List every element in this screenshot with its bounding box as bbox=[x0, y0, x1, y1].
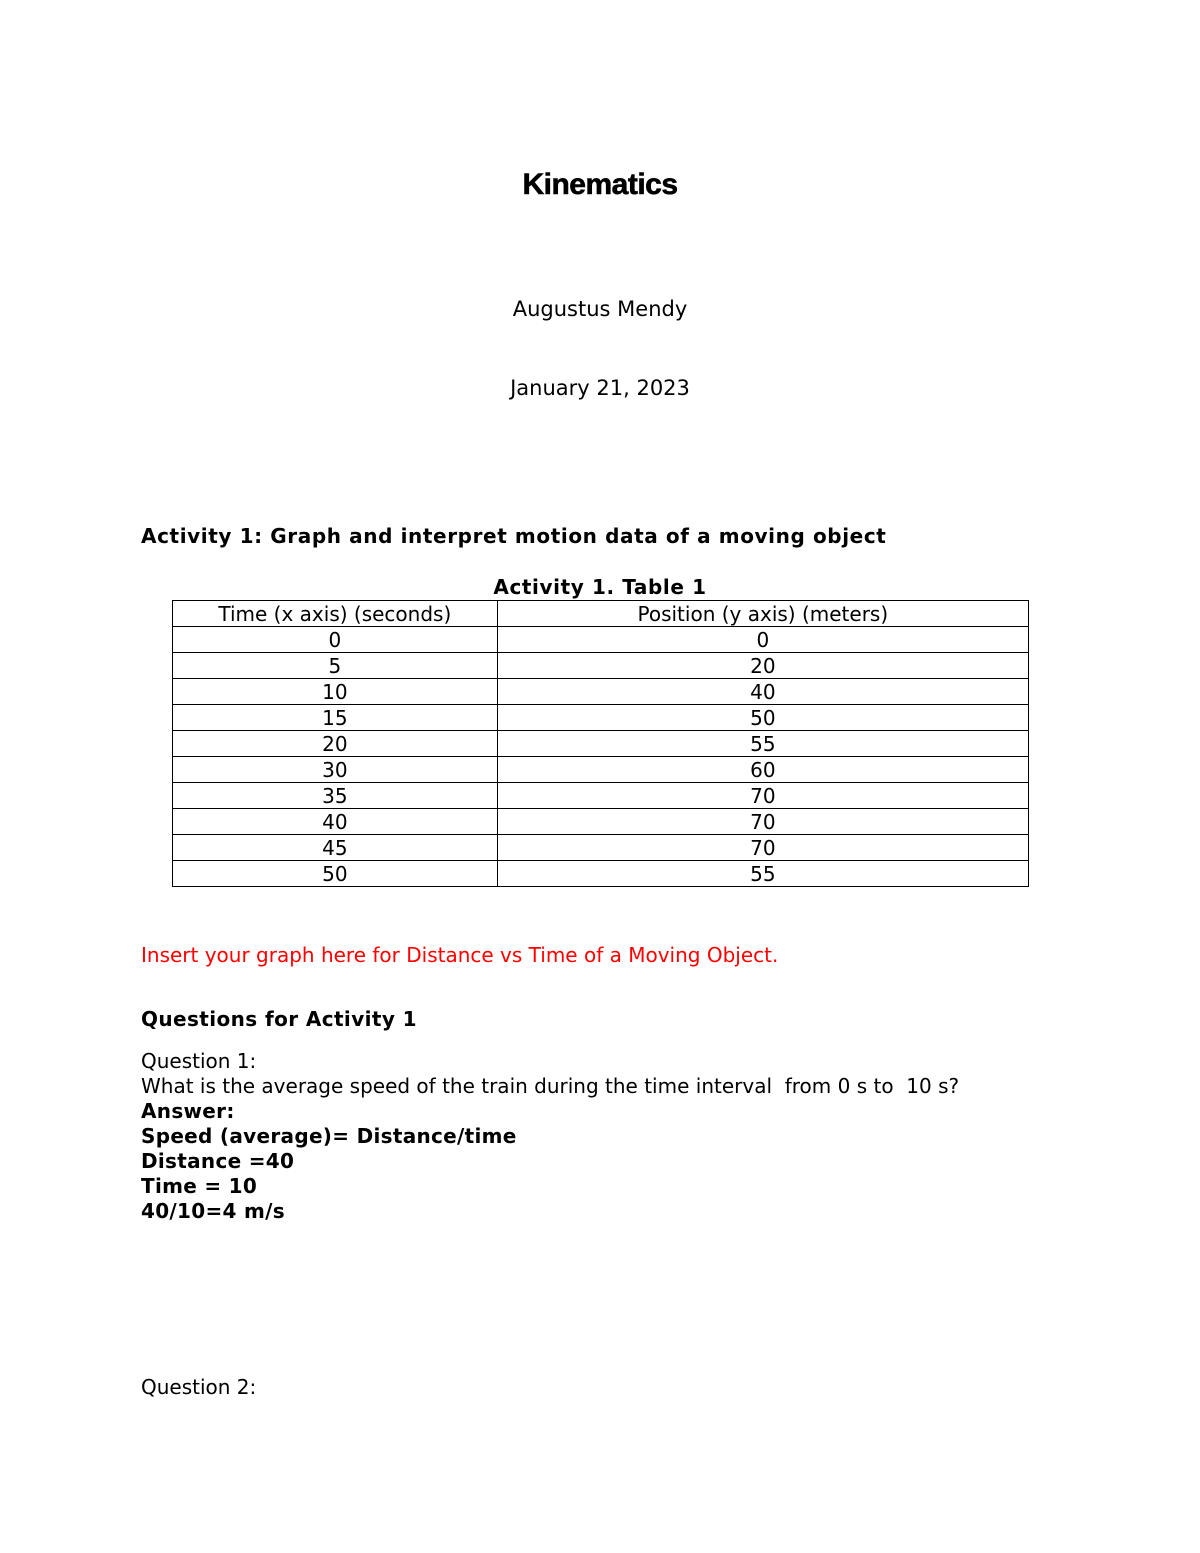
table-row bbox=[173, 705, 1029, 731]
document-title: Kinematics bbox=[522, 168, 678, 201]
time-cell: 40 bbox=[173, 809, 498, 835]
table-row bbox=[173, 731, 1029, 757]
column-header-position: Position (y axis) (meters) bbox=[497, 601, 1028, 627]
table-caption: Activity 1. Table 1 bbox=[493, 575, 707, 599]
position-cell: 0 bbox=[497, 627, 1028, 653]
time-cell: 5 bbox=[173, 653, 498, 679]
answer-label: Answer: bbox=[141, 1099, 235, 1123]
position-cell: 70 bbox=[497, 835, 1028, 861]
table-row bbox=[173, 757, 1029, 783]
answer-line: Time = 10 bbox=[141, 1174, 258, 1198]
table-row bbox=[173, 783, 1029, 809]
question-1-text: What is the average speed of the train during the time interval from 0 s to 10 s? bbox=[141, 1074, 960, 1098]
table-header-row bbox=[173, 601, 1029, 627]
activity-heading: Activity 1: Graph and interpret motion data of a moving object bbox=[141, 524, 887, 548]
time-cell: 50 bbox=[173, 861, 498, 887]
time-cell: 45 bbox=[173, 835, 498, 861]
question-1-block bbox=[141, 1049, 959, 1224]
position-cell: 60 bbox=[497, 757, 1028, 783]
graph-placeholder-note: Insert your graph here for Distance vs Time of a Moving Object. bbox=[141, 943, 779, 967]
table-row bbox=[173, 861, 1029, 887]
question-1-label: Question 1: bbox=[141, 1049, 257, 1073]
question-2-label: Question 2: bbox=[141, 1375, 257, 1399]
answer-line: Distance =40 bbox=[141, 1149, 295, 1173]
motion-data-table bbox=[172, 600, 1029, 887]
position-cell: 70 bbox=[497, 809, 1028, 835]
document-date: January 21, 2023 bbox=[510, 376, 690, 400]
position-cell: 70 bbox=[497, 783, 1028, 809]
position-cell: 50 bbox=[497, 705, 1028, 731]
answer-line: Speed (average)= Distance/time bbox=[141, 1124, 517, 1148]
table-row bbox=[173, 835, 1029, 861]
time-cell: 15 bbox=[173, 705, 498, 731]
time-cell: 30 bbox=[173, 757, 498, 783]
table-row bbox=[173, 627, 1029, 653]
time-cell: 10 bbox=[173, 679, 498, 705]
position-cell: 40 bbox=[497, 679, 1028, 705]
answer-line: 40/10=4 m/s bbox=[141, 1199, 285, 1223]
column-header-time: Time (x axis) (seconds) bbox=[173, 601, 498, 627]
table-row bbox=[173, 653, 1029, 679]
time-cell: 35 bbox=[173, 783, 498, 809]
author-name: Augustus Mendy bbox=[512, 297, 688, 321]
position-cell: 55 bbox=[497, 861, 1028, 887]
table-row bbox=[173, 679, 1029, 705]
time-cell: 20 bbox=[173, 731, 498, 757]
position-cell: 55 bbox=[497, 731, 1028, 757]
position-cell: 20 bbox=[497, 653, 1028, 679]
time-cell: 0 bbox=[173, 627, 498, 653]
table-row bbox=[173, 809, 1029, 835]
questions-heading: Questions for Activity 1 bbox=[141, 1007, 417, 1031]
